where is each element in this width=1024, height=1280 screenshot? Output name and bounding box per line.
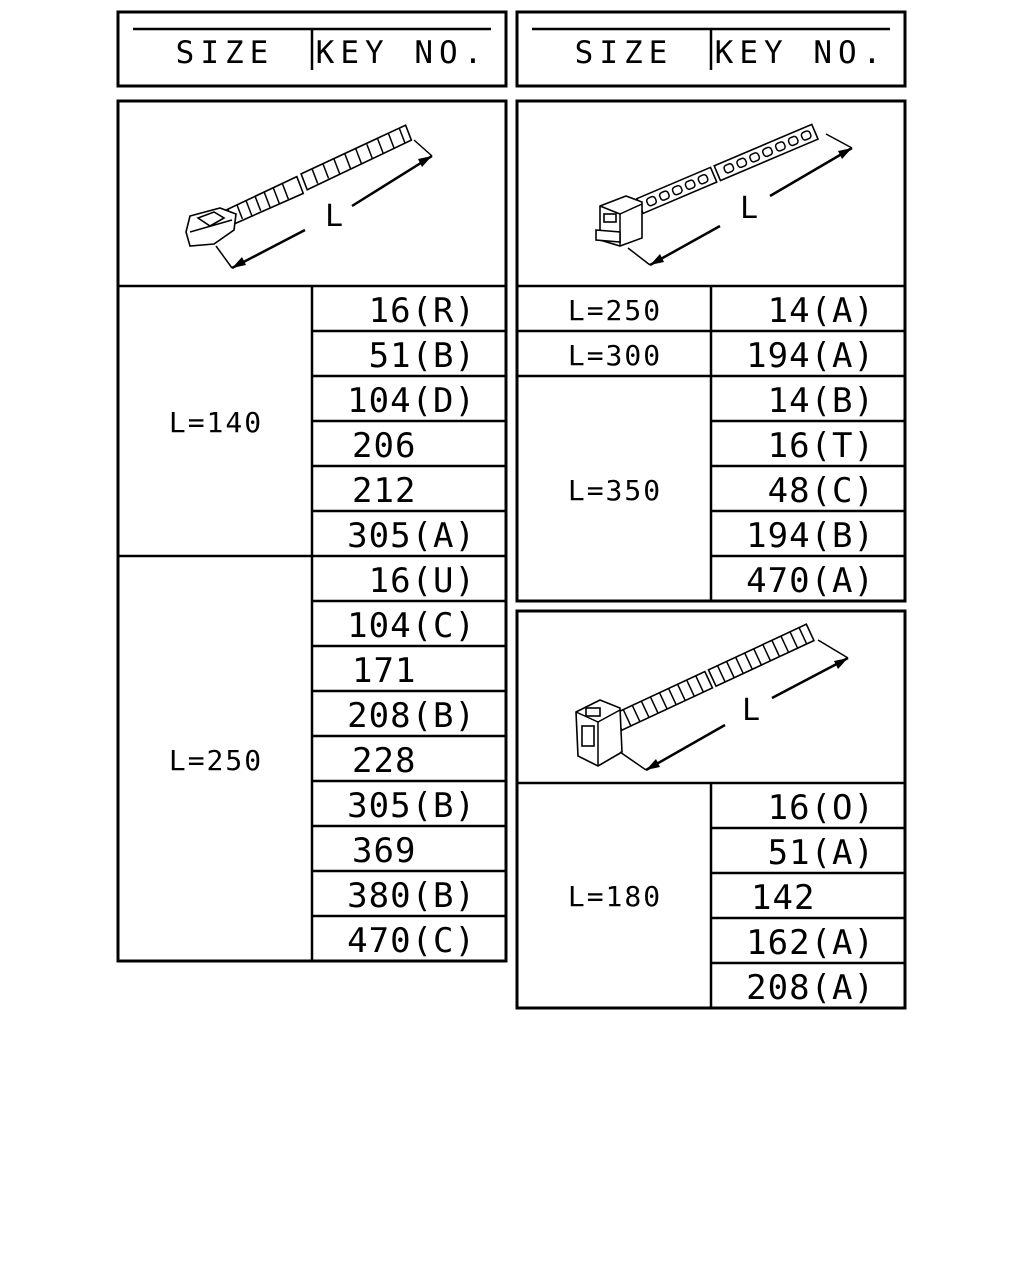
size-cell: L=300: [567, 339, 663, 372]
key-cell: 16(T): [767, 426, 875, 466]
key-cell: 16(R): [368, 291, 476, 331]
key-cell: 51(A): [767, 833, 875, 873]
size-cell: L=250: [168, 744, 264, 777]
size-cell: L=350: [567, 474, 663, 507]
key-cell: 14(A): [767, 291, 875, 331]
key-cell: 369: [352, 831, 417, 871]
length-label: L: [740, 191, 759, 226]
key-cell: 162(A): [746, 923, 875, 963]
size-cell: L=180: [567, 880, 663, 913]
key-cell: 470(C): [347, 921, 476, 961]
right-table-bottom: [517, 611, 905, 1008]
right-table-top: [517, 101, 905, 601]
length-label: L: [325, 199, 344, 234]
cable-tie-illustration: [596, 124, 818, 246]
key-cell: 48(C): [767, 471, 875, 511]
key-cell: 171: [352, 651, 417, 691]
key-cell: 208(A): [746, 968, 875, 1008]
key-cell: 51(B): [368, 336, 476, 376]
left-keyno-header: KEY NO.: [315, 35, 489, 71]
key-cell: 14(B): [767, 381, 875, 421]
left-header: [118, 12, 506, 86]
key-cell: 212: [352, 471, 417, 511]
key-cell: 194(A): [746, 336, 875, 376]
left-table: [118, 101, 506, 961]
right-keyno-header: KEY NO.: [714, 35, 888, 71]
key-cell: 208(B): [347, 696, 476, 736]
left-size-header: SIZE: [175, 35, 275, 71]
key-cell: 104(C): [347, 606, 476, 646]
key-cell: 104(D): [347, 381, 476, 421]
key-cell: 16(O): [767, 788, 875, 828]
key-cell: 194(B): [746, 516, 875, 556]
size-cell: L=140: [168, 406, 264, 439]
key-cell: 228: [352, 741, 417, 781]
key-cell: 380(B): [347, 876, 476, 916]
key-cell: 470(A): [746, 561, 875, 601]
key-cell: 142: [751, 878, 816, 918]
key-cell: 206: [352, 426, 417, 466]
length-label: L: [742, 693, 761, 728]
cable-tie-illustration: [182, 125, 418, 246]
right-size-header: SIZE: [574, 35, 674, 71]
size-cell: L=250: [567, 294, 663, 327]
key-cell: 305(B): [347, 786, 476, 826]
right-header: [517, 12, 905, 86]
key-cell: 305(A): [347, 516, 476, 556]
key-cell: 16(U): [368, 561, 476, 601]
